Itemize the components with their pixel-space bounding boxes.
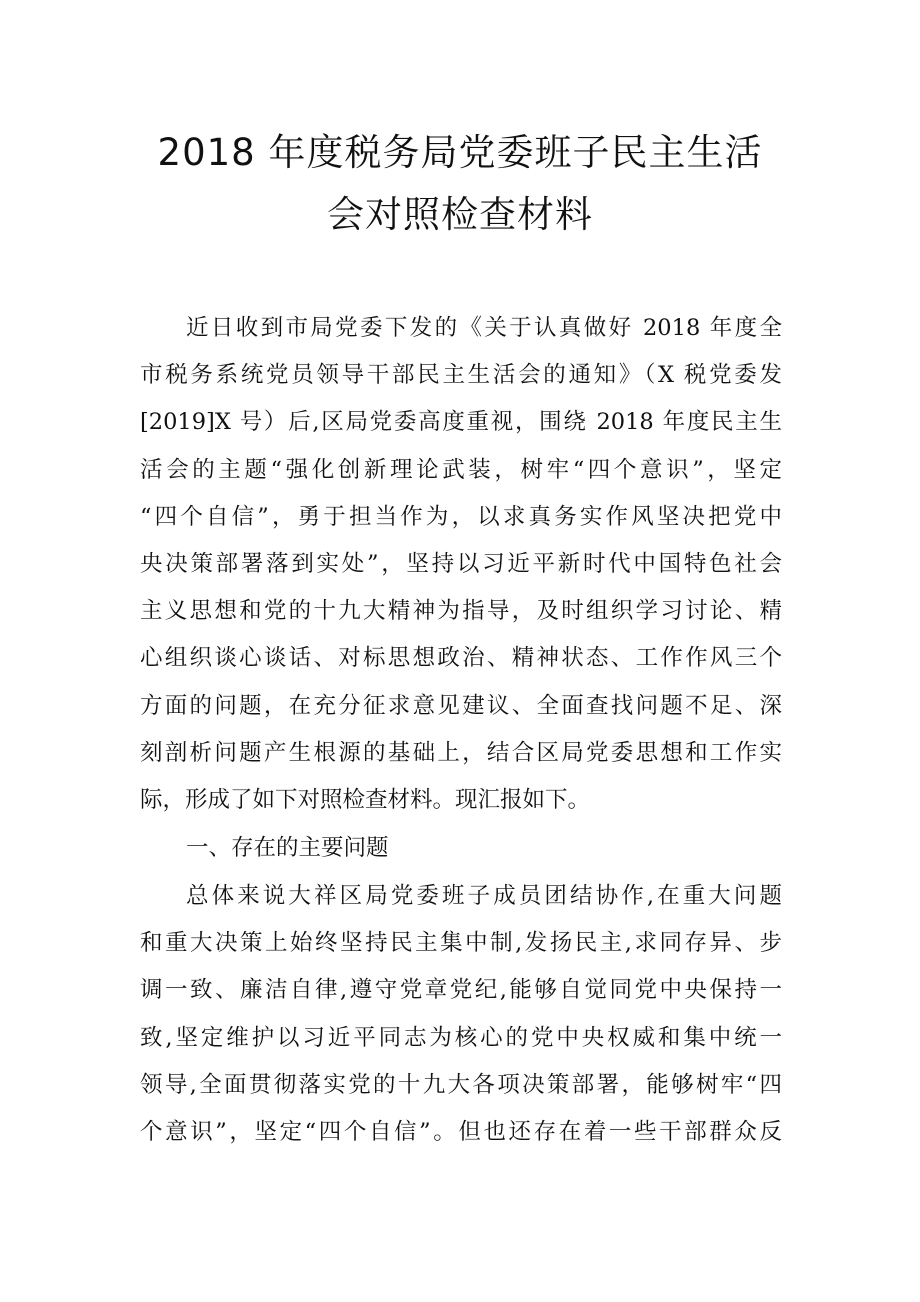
paragraph-line: 主义思想和党的十九大精神为指导，及时组织学习讨论、精 <box>140 598 782 625</box>
title-line-1: 2018 年度税务局党委班子民主生活 <box>157 131 763 174</box>
paragraph-line: 市税务系统党员领导干部民主生活会的通知》（X 税党委发 <box>140 362 782 389</box>
paragraph-line: 调一致、廉洁自律,遵守党章党纪,能够自觉同党中央保持一 <box>140 977 782 1004</box>
paragraph-line: 总体来说大祥区局党委班子成员团结协作,在重大问题 <box>186 883 782 910</box>
title-line-2: 会对照检查材料 <box>327 193 593 236</box>
paragraph-line: 致,坚定维护以习近平同志为核心的党中央权威和集中统一 <box>140 1024 782 1051</box>
paragraph-line: 领导,全面贯彻落实党的十九大各项决策部署，能够树牢“四 <box>140 1071 782 1098</box>
paragraph-line: 方面的问题，在充分征求意见建议、全面查找问题不足、深 <box>140 692 782 719</box>
paragraph-line: 刻剖析问题产生根源的基础上，结合区局党委思想和工作实 <box>140 739 782 766</box>
paragraph-overview <box>140 873 782 1156</box>
paragraph-line: 和重大决策上始终坚持民主集中制,发扬民主,求同存异、步 <box>140 930 782 957</box>
document-body <box>140 305 782 1156</box>
document-title <box>100 122 820 246</box>
paragraph-line: 个意识”，坚定“四个自信”。但也还存在着一些干部群众反 <box>140 1119 782 1145</box>
paragraph-line: “四个自信”，勇于担当作为，以求真务实作风坚决把党中 <box>140 503 782 530</box>
section-heading-main-problems: 一、存在的主要问题 <box>186 835 389 862</box>
paragraph-line: [2019]X 号）后,区局党委高度重视，围绕 2018 年度民主生 <box>140 409 782 436</box>
paragraph-intro <box>140 305 782 824</box>
paragraph-line: 近日收到市局党委下发的《关于认真做好 2018 年度全 <box>186 315 782 341</box>
paragraph-line: 心组织谈心谈话、对标思想政治、精神状态、工作作风三个 <box>140 645 782 672</box>
paragraph-line: 央决策部署落到实处”，坚持以习近平新时代中国特色社会 <box>140 550 782 577</box>
paragraph-line: 际，形成了如下对照检查材料。现汇报如下。 <box>140 786 591 813</box>
paragraph-line: 活会的主题“强化创新理论武装，树牢“四个意识”，坚定 <box>140 456 782 483</box>
